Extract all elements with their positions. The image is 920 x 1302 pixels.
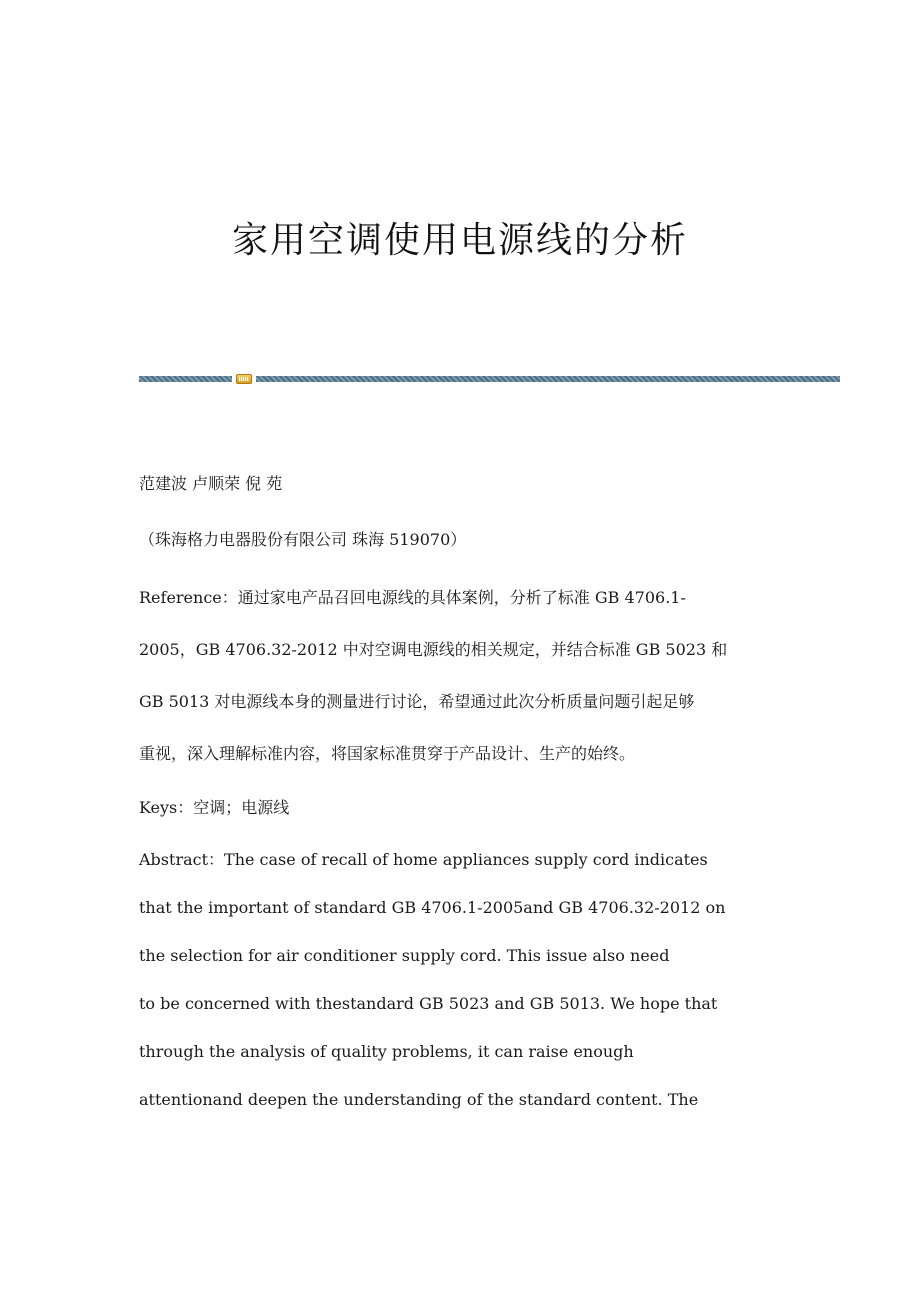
reference-line: 重视，深入理解标准内容，将国家标准贯穿于产品设计、生产的始终。 <box>139 744 636 763</box>
document-body <box>139 464 789 1124</box>
document-title: 家用空调使用电源线的分析 <box>231 220 688 261</box>
authors: 范建波 卢顺荣 倪 苑 <box>139 474 283 493</box>
title-divider <box>139 374 840 384</box>
divider-bar-right <box>256 376 840 382</box>
reference-line: GB 5013 对电源线本身的测量进行讨论，希望通过此次分析质量问题引起足够 <box>139 692 695 711</box>
keywords: Keys：空调；电源线 <box>139 798 290 817</box>
abstract-line: Abstract：The case of recall of home appliances supply cord indicates <box>139 850 708 869</box>
divider-ornament-icon <box>236 374 252 384</box>
reference-line: 2005，GB 4706.32-2012 中对空调电源线的相关规定，并结合标准 GB 5023 和 <box>139 640 728 659</box>
abstract-line: attentionand deepen the understanding of the standard content. The <box>139 1090 699 1109</box>
reference-paragraph <box>139 572 789 780</box>
divider-bar-left <box>139 376 232 382</box>
affiliation: （珠海格力电器股份有限公司 珠海 519070） <box>139 530 467 549</box>
abstract-line: to be concerned with thestandard GB 5023 and GB 5013. We hope that <box>139 994 718 1013</box>
abstract-paragraph <box>139 836 789 1124</box>
abstract-line: the selection for air conditioner supply cord. This issue also need <box>139 946 670 965</box>
reference-line: Reference：通过家电产品召回电源线的具体案例，分析了标准 GB 4706.1- <box>139 588 686 607</box>
abstract-line: through the analysis of quality problems, it can raise enough <box>139 1042 634 1061</box>
abstract-line: that the important of standard GB 4706.1-2005and GB 4706.32-2012 on <box>139 898 726 917</box>
